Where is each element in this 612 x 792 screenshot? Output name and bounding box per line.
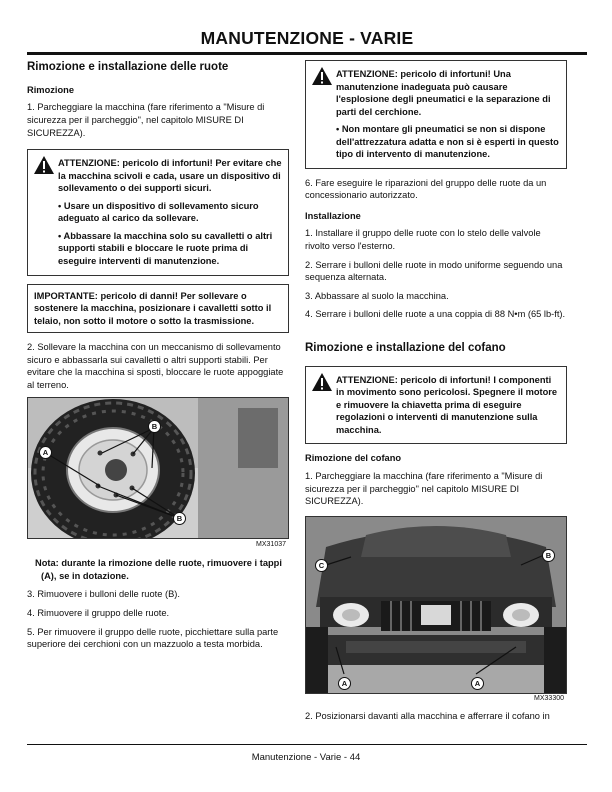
callout-a: A (39, 446, 52, 459)
step-5: 5. Per rimuovere il gruppo delle ruote, picchiettare sulla parte superiore dei cerchioni con un mazzuolo a testa morbida. (27, 626, 279, 650)
hood-step-2: 2. Posizionarsi davanti alla macchina e afferrare il cofano in (305, 710, 550, 721)
hood-figure (305, 516, 567, 703)
step-6: 6. Fare eseguire le riparazioni del gruppo delle ruote da un concessionario autorizzato. (305, 177, 547, 201)
important-box: IMPORTANTE: pericolo di danni! Per sollevare o sostenere la macchina, posizionare i cavalletti sotto il telaio, non sotto il motore o sotto la trasmissione. (27, 284, 289, 334)
install-step-3: 3. Abbassare al suolo la macchina. (305, 290, 449, 301)
step-4: 4. Rimuovere il gruppo delle ruote. (27, 607, 170, 618)
section-title-hood: Rimozione e installazione del cofano (305, 341, 506, 354)
install-step-2: 2. Serrare i bulloni delle ruote in modo uniforme seguendo una sequenza alternata. (305, 259, 563, 283)
section-title-wheels: Rimozione e installazione delle ruote (27, 61, 229, 73)
subhead-hood-removal: Rimozione del cofano (305, 453, 402, 464)
warning-triangle-icon (311, 372, 333, 392)
step-1: 1. Parcheggiare la macchina (fare riferimento a "Misure di sicurezza per il parcheggio", nel capitolo MISURE DI SICUREZZA). (27, 102, 265, 138)
callout-a-left: A (338, 677, 351, 690)
hood-photo (306, 517, 566, 693)
callout-b-bottom: B (173, 512, 186, 525)
warning-text: ATTENZIONE: pericolo di infortuni! Per evitare che la macchina scivoli e cada, usare un dispositivo di sollevamento o dei supporti sicuri. (58, 158, 282, 194)
install-step-4: 4. Serrare i bulloni delle ruote a una coppia di 88 N•m (65 lb-ft). (305, 309, 566, 320)
warning-text: ATTENZIONE: pericolo di infortuni! I componenti in movimento sono pericolosi. Spegnere il motore e rimuovere la chiavetta prima di eseguire regolazioni o interventi di manutenzione sulla macchina. (336, 374, 558, 435)
header-rule (27, 52, 587, 55)
figure-caption: MX33300 (534, 695, 564, 703)
warning-triangle-icon (311, 66, 333, 86)
right-column (305, 60, 567, 728)
install-step-1: 1. Installare il gruppo delle ruote con lo stelo delle valvole rivolto verso l'esterno. (305, 228, 541, 252)
callout-c: C (315, 559, 328, 572)
figure-caption: MX31037 (256, 540, 286, 548)
subhead-installation: Installazione (305, 210, 361, 221)
step-3: 3. Rimuovere i bulloni delle ruote (B). (27, 589, 180, 600)
callout-b: B (542, 549, 555, 562)
left-column (27, 60, 289, 657)
warning-box-lifting (27, 149, 289, 275)
step-2: 2. Sollevare la macchina con un meccanismo di sollevamento sicuro e abbassarla sui cavalletti o altri supporti stabili. Per evitare che la macchina si sposti, bloccare le ruote appoggiate al terreno. (27, 342, 284, 390)
callout-b-top: B (148, 420, 161, 433)
footer-rule (27, 744, 587, 745)
subhead-removal: Rimozione (27, 84, 75, 95)
warning-bullet: • Non montare gli pneumatici se non si dispone dell'attrezzatura adatta e non si è esperti in questo tipo di intervento di manutenzione. (336, 124, 559, 160)
warning-box-moving-parts (305, 366, 567, 445)
warning-box-tires (305, 60, 567, 169)
page-title: MANUTENZIONE - VARIE (200, 28, 414, 48)
warning-text: ATTENZIONE: pericolo di infortuni! Una manutenzione inadeguata può causare l'esplosione degli pneumatici e la separazione di parti del cerchione. (336, 69, 551, 117)
hood-step-1: 1. Parcheggiare la macchina (fare riferimento a "Misure di sicurezza per il parcheggio" nel capitolo MISURE DI SICUREZZA). (305, 470, 543, 507)
wheel-photo (28, 398, 288, 538)
warning-bullet: • Abbassare la macchina solo su cavalletti o altri supporti stabili e bloccare le ruote prima di eseguire interventi di manutenzione. (58, 230, 273, 266)
page-footer: Manutenzione - Varie - 44 (251, 752, 361, 763)
callout-a-right: A (471, 677, 484, 690)
warning-bullet: • Usare un dispositivo di sollevamento sicuro adeguato al carico da sollevare. (58, 200, 259, 224)
note-caps: Nota: durante la rimozione delle ruote, rimuovere i tappi (A), se in dotazione. (35, 558, 282, 581)
warning-triangle-icon (33, 155, 55, 175)
wheel-figure (27, 397, 289, 548)
